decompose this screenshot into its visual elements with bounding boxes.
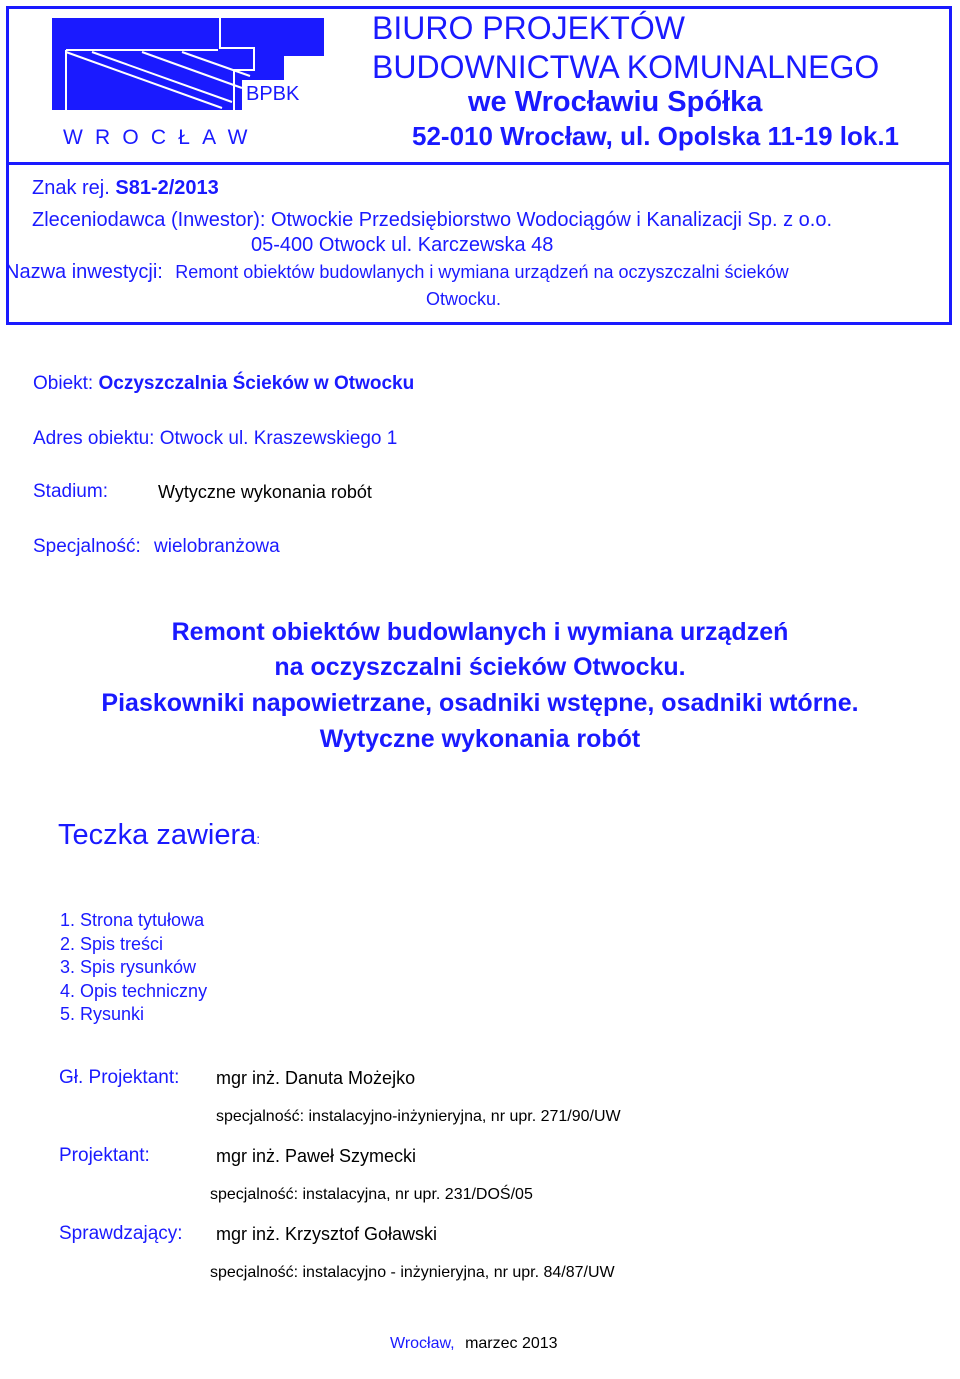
object-value: Oczyszczalnia Ścieków w Otwocku xyxy=(98,373,415,394)
address-row xyxy=(33,428,397,450)
ref-label: Znak rej. xyxy=(32,177,110,199)
footer xyxy=(390,1335,558,1353)
company-name-line3: we Wrocławiu Spółka xyxy=(468,86,763,118)
staff-role: Gł. Projektant: xyxy=(59,1067,180,1088)
staff-spec: specjalność: instalacyjno-inżynieryjna, nr upr. 271/90/UW xyxy=(216,1108,621,1125)
staff-spec: specjalność: instalacyjna, nr upr. 231/DOŚ/05 xyxy=(210,1186,533,1203)
client-row xyxy=(32,209,832,232)
client-label: Zleceniodawca (Inwestor): xyxy=(32,209,266,231)
staff-name: mgr inż. Krzysztof Goławski xyxy=(216,1224,438,1244)
contents-heading-colon: : xyxy=(256,831,261,847)
specialty-label: Specjalność: xyxy=(33,536,141,557)
staff-role: Projektant: xyxy=(59,1145,150,1166)
logo-label: BPBK xyxy=(246,83,300,105)
specialty-value: wielobranżowa xyxy=(154,536,280,557)
staff-role: Sprawdzający: xyxy=(59,1223,183,1244)
list-item: 1. Strona tytułowa xyxy=(60,910,205,930)
staff-spec: specjalność: instalacyjno - inżynieryjna, nr upr. 84/87/UW xyxy=(210,1264,615,1281)
title-line1: Remont obiektów budowlanych i wymiana urządzeń xyxy=(171,618,789,646)
investment-row xyxy=(5,261,789,284)
investment-label: Nazwa inwestycji: xyxy=(5,261,163,283)
list-item: 2. Spis treści xyxy=(60,933,164,954)
list-item: 3. Spis rysunków xyxy=(60,957,197,977)
stage-label: Stadium: xyxy=(33,481,108,502)
investment-value: Remont obiektów budowlanych i wymiana urządzeń na oczyszczalni ścieków xyxy=(175,262,789,282)
contents-list xyxy=(60,909,207,1027)
company-address: 52-010 Wrocław, ul. Opolska 11-19 lok.1 xyxy=(412,121,900,151)
staff-name: mgr inż. Paweł Szymecki xyxy=(216,1146,417,1166)
list-item: 4. Opis techniczny xyxy=(60,980,208,1001)
footer-date: marzec 2013 xyxy=(465,1335,558,1352)
object-label: Obiekt: xyxy=(33,373,94,394)
stage-value: Wytyczne wykonania robót xyxy=(158,482,372,502)
client-value: Otwockie Przedsiębiorstwo Wodociągów i Kanalizacji Sp. z o.o. xyxy=(271,209,832,231)
header-divider xyxy=(6,162,952,165)
ref-value: S81-2/2013 xyxy=(115,177,219,199)
list-item: 5. Rysunki xyxy=(60,1004,145,1024)
client-address: 05-400 Otwock ul. Karczewska 48 xyxy=(251,234,554,256)
ref-row xyxy=(32,177,219,200)
title-line4: Wytyczne wykonania robót xyxy=(319,725,641,753)
contents-heading-row xyxy=(58,819,260,852)
address-value: Otwock ul. Kraszewskiego 1 xyxy=(159,428,398,449)
company-name-line1: BIURO PROJEKTÓW xyxy=(372,10,685,46)
company-name-line2: BUDOWNICTWA KOMUNALNEGO xyxy=(372,49,880,85)
title-line3: Piaskowniki napowietrzane, osadniki wstępne, osadniki wtórne. xyxy=(101,689,859,717)
address-label: Adres obiektu: xyxy=(33,428,155,449)
investment-value-cont: Otwocku. xyxy=(426,289,502,309)
logo-city: WROCŁAW xyxy=(63,126,260,149)
specialty-row xyxy=(33,536,280,558)
staff-name: mgr inż. Danuta Możejko xyxy=(216,1068,416,1088)
footer-place: Wrocław, xyxy=(390,1335,455,1352)
contents-heading: Teczka zawiera xyxy=(58,819,257,851)
title-line2: na oczyszczalni ścieków Otwocku. xyxy=(274,653,686,681)
object-row xyxy=(33,373,414,395)
